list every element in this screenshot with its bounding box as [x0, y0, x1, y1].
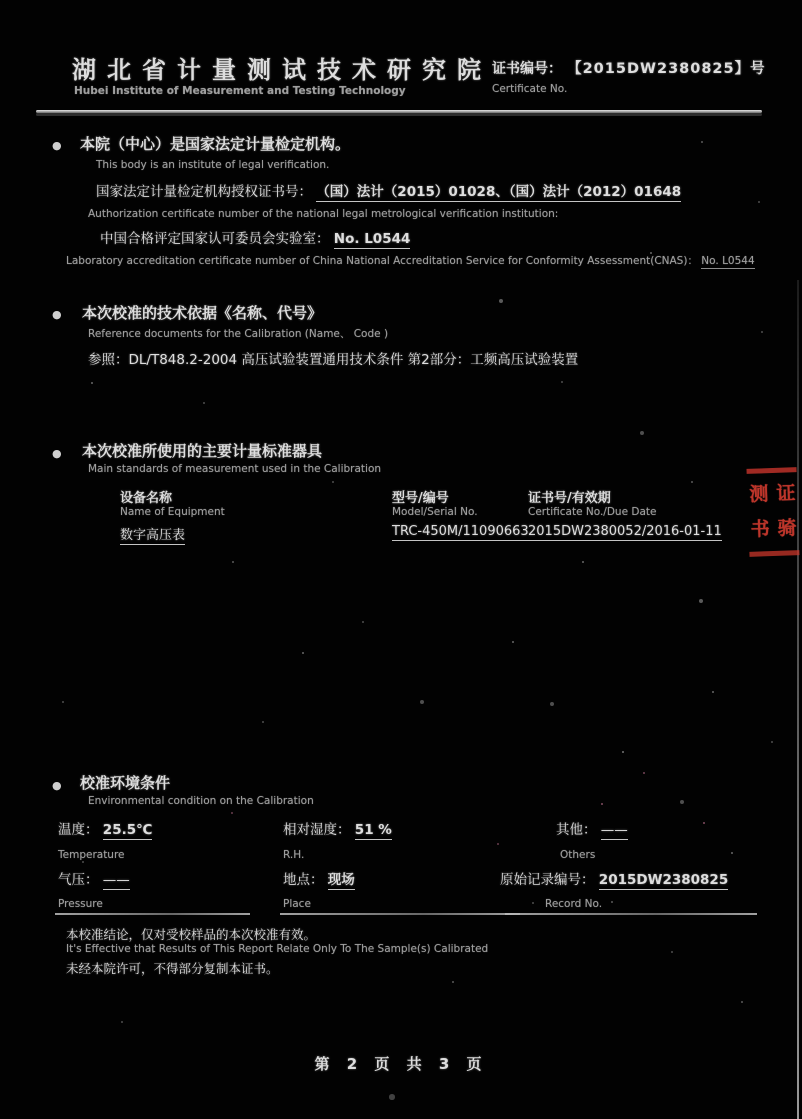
others-label: 其他： [556, 822, 597, 838]
standards-section-title: 本次校准所使用的主要计量标准器具 [82, 442, 323, 460]
stamp-char: 测 [749, 483, 769, 507]
certificate-number-label: 证书编号： [492, 61, 562, 77]
environment-rule [280, 913, 520, 915]
bullet-icon [52, 139, 62, 152]
bullet-icon [52, 308, 62, 321]
environment-rule [505, 913, 757, 915]
scan-edge-artifact [797, 280, 799, 1119]
environment-rule [55, 913, 250, 915]
temperature-label-en: Temperature [58, 849, 125, 861]
standards-section-title-en: Main standards of measurement used in the Calibration [88, 463, 382, 475]
others-label-en: Others [560, 849, 596, 861]
cnas-en-number: No. L0544 [701, 255, 755, 267]
note-copy-restriction: 未经本院许可，不得部分复制本证书。 [66, 961, 279, 976]
humidity-label-en: R.H. [283, 849, 305, 861]
cnas-line [100, 227, 410, 247]
pressure-field [58, 868, 130, 888]
certificate-number-value: 【2015DW2380825】号 [567, 61, 766, 77]
others-value: —— [600, 822, 628, 838]
record-no-field [500, 868, 728, 888]
column-header-model-en: Model/Serial No. [392, 506, 478, 518]
column-header-equipment-en: Name of Equipment [120, 506, 225, 518]
reference-section-title: 本次校准的技术依据《名称、代号》 [82, 304, 323, 322]
header-divider [36, 110, 762, 113]
column-header-certificate: 证书号/有效期 [528, 491, 611, 506]
certificate-due-cell: 2015DW2380052/2016-01-11 [528, 524, 722, 539]
temperature-label: 温度： [58, 822, 99, 838]
temperature-value: 25.5℃ [102, 822, 153, 838]
cnas-line-en [66, 253, 755, 268]
pressure-label-en: Pressure [58, 898, 103, 910]
authorization-line [96, 180, 681, 200]
legal-section-title: 本院（中心）是国家法定计量检定机构。 [80, 135, 351, 153]
institute-title: 湖北省计量测试技术研究院 [72, 56, 492, 84]
stamp-column [749, 477, 770, 548]
stamp-char: 骑 [777, 517, 797, 541]
reference-section-title-en: Reference documents for the Calibration (Name、 Code ) [88, 328, 389, 340]
others-field [556, 818, 628, 838]
cnas-label: 中国合格评定国家认可委员会实验室： [100, 231, 330, 247]
note-validity: 本校准结论，仅对受校样品的本次校准有效。 [66, 927, 317, 942]
column-header-certificate-en: Certificate No./Due Date [528, 506, 657, 518]
humidity-label: 相对湿度： [283, 822, 351, 838]
column-header-model: 型号/编号 [392, 491, 449, 506]
place-field [283, 868, 355, 888]
record-no-label-en: Record No. [545, 898, 603, 910]
record-no-label: 原始记录编号： [500, 872, 595, 888]
column-header-equipment: 设备名称 [120, 491, 173, 506]
cnas-en-text: Laboratory accreditation certificate number of China National Accreditation Service for Conformity Assessment(CNAS)： [66, 255, 698, 267]
temperature-field [58, 818, 152, 838]
table-row [528, 524, 722, 539]
model-serial-cell: TRC-450M/11090663 [392, 524, 529, 539]
table-row [392, 524, 529, 539]
institute-title-en: Hubei Institute of Measurement and Testing Technology [74, 85, 406, 97]
authorization-value: （国）法计（2015）01028、（国）法计（2012）01648 [316, 184, 682, 200]
place-value: 现场 [327, 872, 355, 888]
place-label-en: Place [283, 898, 311, 910]
certificate-number-block [492, 57, 766, 78]
reference-content: 参照：DL/T848.2-2004 高压试验装置通用技术条件 第2部分：工频高压试验装置 [88, 352, 579, 368]
humidity-field [283, 818, 392, 838]
environment-section-title-en: Environmental condition on the Calibration [88, 795, 314, 807]
page-number: 第 2 页 共 3 页 [314, 1055, 488, 1073]
environment-section-title: 校准环境条件 [80, 774, 171, 792]
stamp-char: 证 [775, 482, 796, 506]
humidity-value: 51 % [354, 822, 392, 838]
authorization-line-en: Authorization certificate number of the national legal metrological verification institution: [88, 208, 559, 220]
record-no-value: 2015DW2380825 [598, 872, 729, 888]
certificate-number-label-en: Certificate No. [492, 83, 568, 95]
authorization-label: 国家法定计量检定机构授权证书号： [96, 184, 312, 200]
red-seam-stamp [746, 467, 799, 557]
scan-noise [0, 0, 2, 2]
note-validity-en: It's Effective that Results of This Report Relate Only To The Sample(s) Calibrated [66, 943, 489, 955]
bullet-icon [52, 779, 62, 792]
pressure-value: —— [102, 872, 130, 888]
place-label: 地点： [283, 872, 324, 888]
stamp-char: 书 [750, 518, 771, 542]
bullet-icon [52, 447, 62, 460]
cnas-value: No. L0544 [333, 231, 411, 247]
pressure-label: 气压： [58, 872, 99, 888]
stamp-column [776, 476, 797, 547]
table-row [120, 524, 185, 543]
legal-section-title-en: This body is an institute of legal verification. [96, 159, 330, 171]
equipment-name-cell: 数字高压表 [120, 528, 186, 543]
